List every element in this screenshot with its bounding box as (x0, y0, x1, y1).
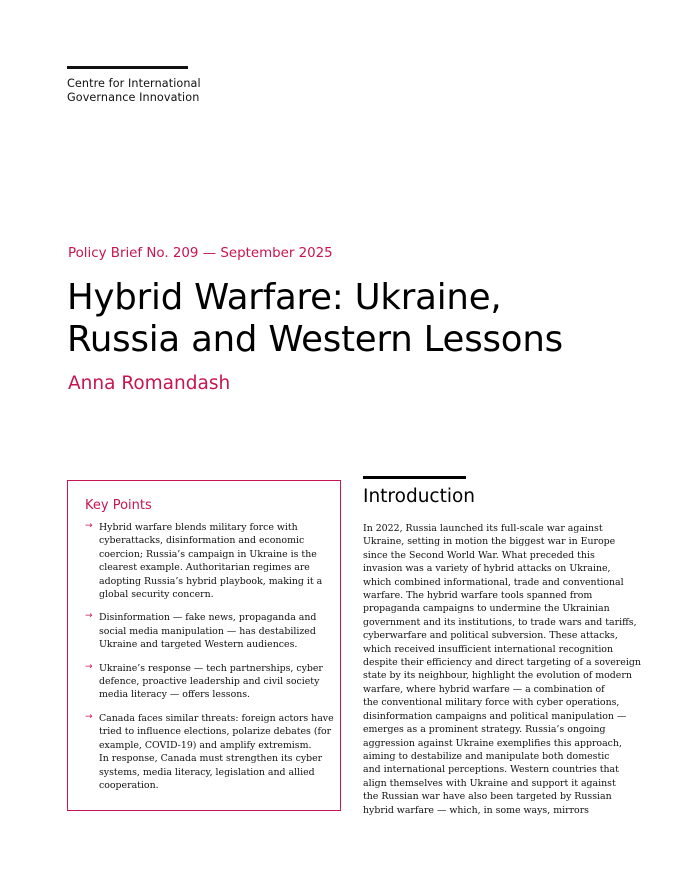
key-point-line: adopting Russia’s hybrid playbook, making it a (99, 575, 323, 587)
introduction-line: the conventional military force with cyber operations, (363, 697, 620, 709)
author-name: Anna Romandash (68, 373, 231, 394)
key-point-text (99, 712, 334, 792)
introduction-line: Ukraine, setting in motion the biggest war in Europe (363, 536, 616, 548)
key-point-line: example, COVID-19) and amplify extremism. (99, 739, 312, 751)
key-points-list (85, 521, 334, 802)
introduction-line: hybrid warfare — which, in some ways, mirrors (363, 804, 589, 816)
introduction-line: In 2022, Russia launched its full-scale war against (363, 523, 603, 534)
introduction-line: invasion was a variety of hybrid attacks on Ukraine, (363, 563, 611, 575)
document-title (67, 277, 627, 361)
introduction-body (363, 522, 641, 817)
arrow-right-icon: → (85, 661, 93, 672)
introduction-line: which received insufficient international recognition (363, 643, 613, 655)
key-point-text (99, 662, 325, 702)
key-point-line: coercion; Russia’s campaign in Ukraine is the (99, 548, 317, 560)
introduction-line: warfare, where hybrid warfare — a combination of (363, 683, 605, 695)
key-point-line: clearest example. Authoritarian regimes are (99, 562, 310, 574)
title-line: Hybrid Warfare: Ukraine, (67, 277, 502, 318)
key-point-line: social media manipulation — has destabilized (99, 625, 316, 637)
key-point-line: cooperation. (99, 779, 159, 791)
key-point-line: global security concern. (99, 589, 214, 601)
introduction-line: and international perceptions. Western countries that (363, 764, 619, 776)
logo-line-1: Centre for International (67, 77, 201, 90)
key-point-text (99, 521, 325, 601)
logo-line-2: Governance Innovation (67, 91, 200, 104)
key-point-line: Canada faces similar threats: foreign actors have (99, 712, 334, 724)
introduction-line: disinformation campaigns and political manipulation — (363, 710, 627, 722)
introduction-line: government and its institutions, to trade wars and tariffs, (363, 616, 637, 628)
introduction-line: which combined informational, trade and conventional (363, 576, 624, 588)
key-point-item (85, 521, 325, 601)
introduction-line: state by its neighbour, highlight the evolution of modern (363, 670, 632, 682)
key-point-line: In response, Canada must strengthen its cyber (99, 753, 323, 765)
series-label: Policy Brief No. 209 — September 2025 (68, 246, 333, 261)
key-point-line: Ukraine’s response — tech partnerships, cyber (99, 662, 323, 674)
introduction-line: aggression against Ukraine exemplifies this approach, (363, 737, 622, 749)
cigi-logo (67, 66, 201, 105)
key-point-line: tried to influence elections, polarize debates (for (99, 726, 332, 738)
introduction-line: aiming to destabilize and manipulate both domestic (363, 750, 610, 762)
introduction-heading: Introduction (363, 486, 476, 507)
introduction-line: since the Second World War. What preceded this (363, 549, 595, 561)
introduction-line: the Russian war have also been targeted by Russian (363, 791, 612, 803)
logo-rule (67, 66, 188, 69)
key-point-line: systems, media literacy, legislation and allied (99, 766, 315, 778)
key-point-item (85, 711, 334, 792)
introduction-line: despite their efficiency and direct targeting of a sovereign (363, 657, 641, 669)
introduction-line: propaganda campaigns to undermine the Ukrainian (363, 603, 610, 615)
key-point-item (85, 662, 325, 702)
key-point-line: Hybrid warfare blends military force with (99, 522, 298, 533)
key-point-line: defence, proactive leadership and civil society (99, 676, 320, 688)
introduction-line: warfare. The hybrid warfare tools spanned from (363, 590, 593, 602)
introduction-line: align themselves with Ukraine and support it against (363, 777, 616, 789)
key-point-line: Disinformation — fake news, propaganda and (99, 612, 317, 624)
introduction-line: emerges as a prominent strategy. Russia’s ongoing (363, 724, 606, 736)
title-line: Russia and Western Lessons (67, 319, 563, 360)
key-points-heading: Key Points (85, 498, 152, 513)
key-point-line: media literacy — offers lessons. (99, 689, 251, 701)
arrow-right-icon: → (85, 611, 93, 622)
introduction-rule (363, 476, 466, 479)
arrow-right-icon: → (85, 711, 93, 722)
arrow-right-icon: → (85, 521, 93, 531)
key-point-item (85, 611, 325, 651)
key-point-text (99, 611, 325, 651)
key-point-line: cyberattacks, disinformation and economic (99, 535, 305, 547)
introduction-line: cyberwarfare and political subversion. These attacks, (363, 630, 618, 642)
key-points-box (67, 480, 341, 811)
key-point-line: Ukraine and targeted Western audiences. (99, 639, 298, 651)
